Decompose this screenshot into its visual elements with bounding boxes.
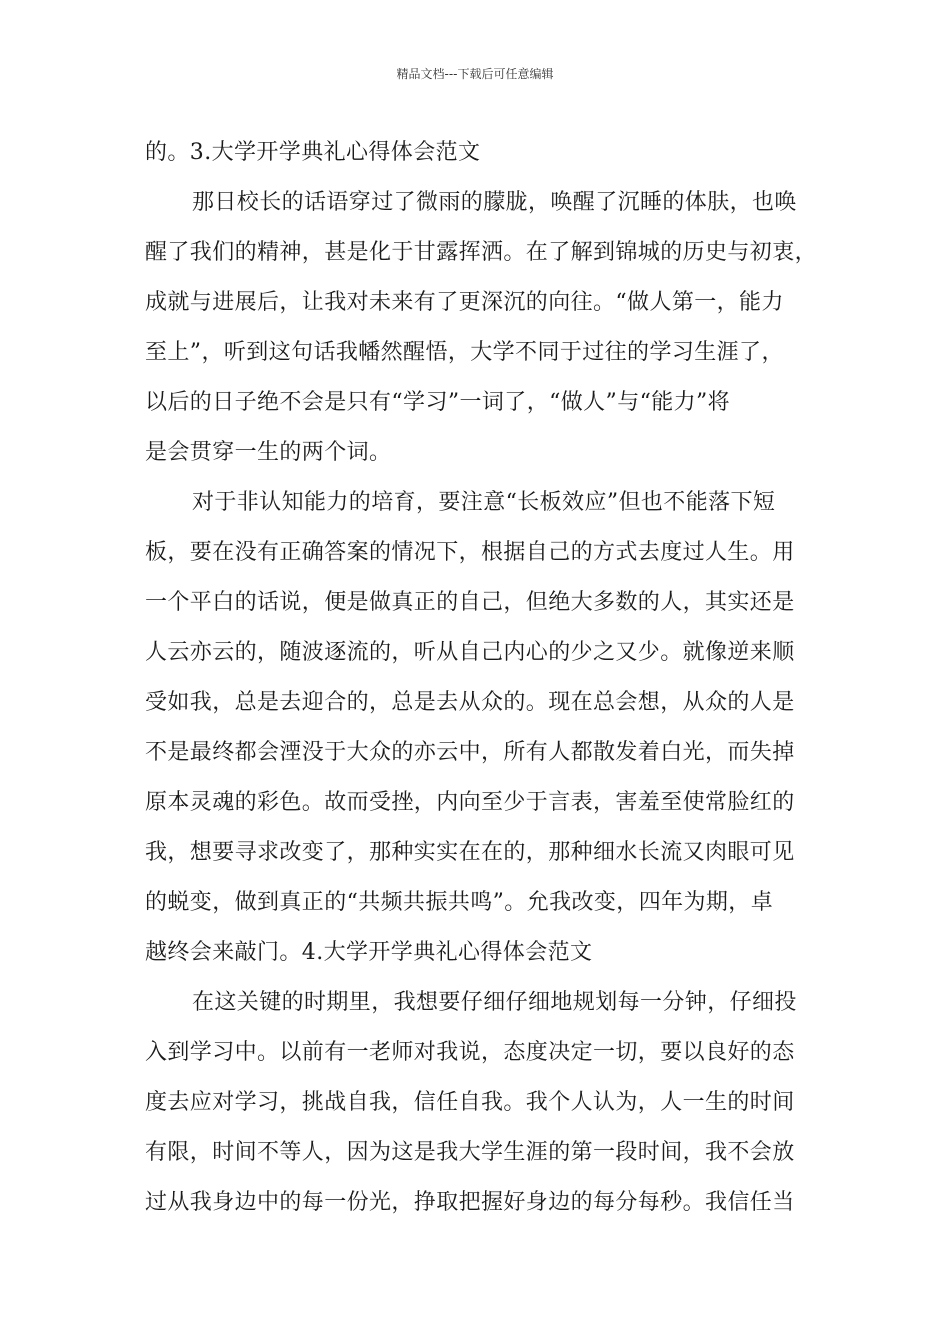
- text-line: 对于非认知能力的培育，要注意“长板效应”但也不能落下短: [192, 490, 776, 515]
- text-line: 是会贯穿一生的两个词。: [145, 440, 392, 465]
- page-header: 精品文档---下载后可任意编辑: [396, 67, 554, 81]
- text-line: 原本灵魂的彩色。故而受挫，内向至少于言表，害羞至使常脸红的: [145, 790, 795, 815]
- text-line: 人云亦云的，随波逐流的，听从自己内心的少之又少。就像逆来顺: [145, 640, 795, 665]
- text-line: 过从我身边中的每一份光，挣取把握好身边的每分每秒。我信任当: [145, 1190, 795, 1215]
- text-line: 越终会来敲门。4.大学开学典礼心得体会范文: [145, 940, 593, 965]
- text-line: 以后的日子绝不会是只有“学习”一词了，“做人”与“能力”将: [145, 390, 731, 415]
- text-line: 度去应对学习，挑战自我，信任自我。我个人认为，人一生的时间: [145, 1090, 795, 1115]
- text-line: 我，想要寻求改变了，那种实实在在的，那种细水长流又肉眼可见: [145, 840, 795, 865]
- text-line: 一个平白的话说，便是做真正的自己，但绝大多数的人，其实还是: [145, 590, 795, 615]
- text-line: 成就与进展后，让我对未来有了更深沉的向往。“做人第一，能力: [145, 290, 784, 315]
- text-line: 入到学习中。以前有一老师对我说，态度决定一切，要以良好的态: [145, 1040, 795, 1065]
- text-line: 在这关键的时期里，我想要仔细仔细地规划每一分钟，仔细投: [192, 990, 797, 1015]
- text-line: 板，要在没有正确答案的情况下，根据自己的方式去度过人生。用: [145, 540, 795, 565]
- text-line: 的蜕变，做到真正的“共频共振共鸣”。允我改变，四年为期，卓: [145, 890, 774, 915]
- text-line: 有限，时间不等人，因为这是我大学生涯的第一段时间，我不会放: [145, 1140, 795, 1165]
- text-line: 不是最终都会湮没于大众的亦云中，所有人都散发着白光，而失掉: [145, 740, 795, 765]
- text-line: 受如我，总是去迎合的，总是去从众的。现在总会想，从众的人是: [145, 690, 795, 715]
- document-body: [145, 128, 825, 1228]
- text-line: 至上”，听到这句话我幡然醒悟，大学不同于过往的学习生涯了，: [145, 340, 784, 365]
- text-line: 醒了我们的精神，甚是化于甘露挥洒。在了解到锦城的历史与初衷，: [145, 240, 818, 265]
- text-line: 那日校长的话语穿过了微雨的朦胧，唤醒了沉睡的体肤，也唤: [192, 190, 797, 215]
- text-line: 的。3.大学开学典礼心得体会范文: [145, 140, 481, 165]
